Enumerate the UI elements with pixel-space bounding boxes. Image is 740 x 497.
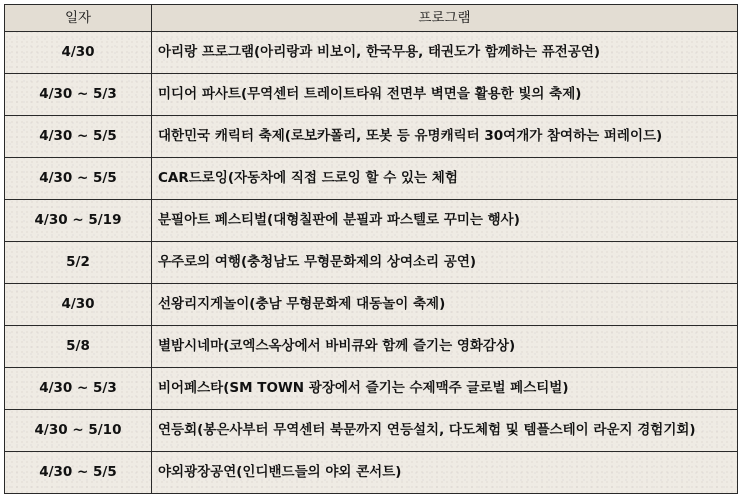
table-row [5,116,738,158]
program-cell: 대한민국 캐릭터 축제(로보카폴리, 또봇 등 유명캐릭터 30여개가 참여하는 퍼레이드) [152,116,738,158]
table-row [5,242,738,284]
schedule-table-container [4,4,737,493]
table-row [5,368,738,410]
table-row [5,74,738,116]
table-row [5,158,738,200]
header-date: 일자 [5,5,152,32]
program-cell: 선왕리지게놀이(충남 무형문화제 대동놀이 축제) [152,284,738,326]
header-program: 프로그램 [152,5,738,32]
date-cell: 4/30 ~ 5/5 [5,158,152,200]
table-row [5,200,738,242]
program-cell: 야외광장공연(인디밴드들의 야외 콘서트) [152,452,738,494]
program-cell: 분필아트 페스티벌(대형칠판에 분필과 파스텔로 꾸미는 행사) [152,200,738,242]
date-cell: 4/30 ~ 5/3 [5,368,152,410]
date-cell: 4/30 ~ 5/5 [5,116,152,158]
program-cell: 비어페스타(SM TOWN 광장에서 즐기는 수제맥주 글로벌 페스티벌) [152,368,738,410]
table-row [5,410,738,452]
date-cell: 4/30 ~ 5/19 [5,200,152,242]
date-cell: 5/2 [5,242,152,284]
program-cell: 연등회(봉은사부터 무역센터 북문까지 연등설치, 다도체험 및 템플스테이 라운지 경험기회) [152,410,738,452]
date-cell: 4/30 ~ 5/3 [5,74,152,116]
table-row [5,326,738,368]
date-cell: 4/30 ~ 5/10 [5,410,152,452]
program-cell: 우주로의 여행(충청남도 무형문화제의 상여소리 공연) [152,242,738,284]
program-cell: CAR드로잉(자동차에 직접 드로잉 할 수 있는 체험 [152,158,738,200]
date-cell: 4/30 [5,32,152,74]
date-cell: 4/30 [5,284,152,326]
date-cell: 5/8 [5,326,152,368]
header-row [5,5,738,32]
table-row [5,284,738,326]
schedule-table [4,4,738,494]
table-row [5,452,738,494]
program-cell: 미디어 파사트(무역센터 트레이트타워 전면부 벽면을 활용한 빛의 축제) [152,74,738,116]
table-row [5,32,738,74]
program-cell: 아리랑 프로그램(아리랑과 비보이, 한국무용, 태권도가 함께하는 퓨전공연) [152,32,738,74]
program-cell: 별밤시네마(코엑스옥상에서 바비큐와 함께 즐기는 영화감상) [152,326,738,368]
date-cell: 4/30 ~ 5/5 [5,452,152,494]
